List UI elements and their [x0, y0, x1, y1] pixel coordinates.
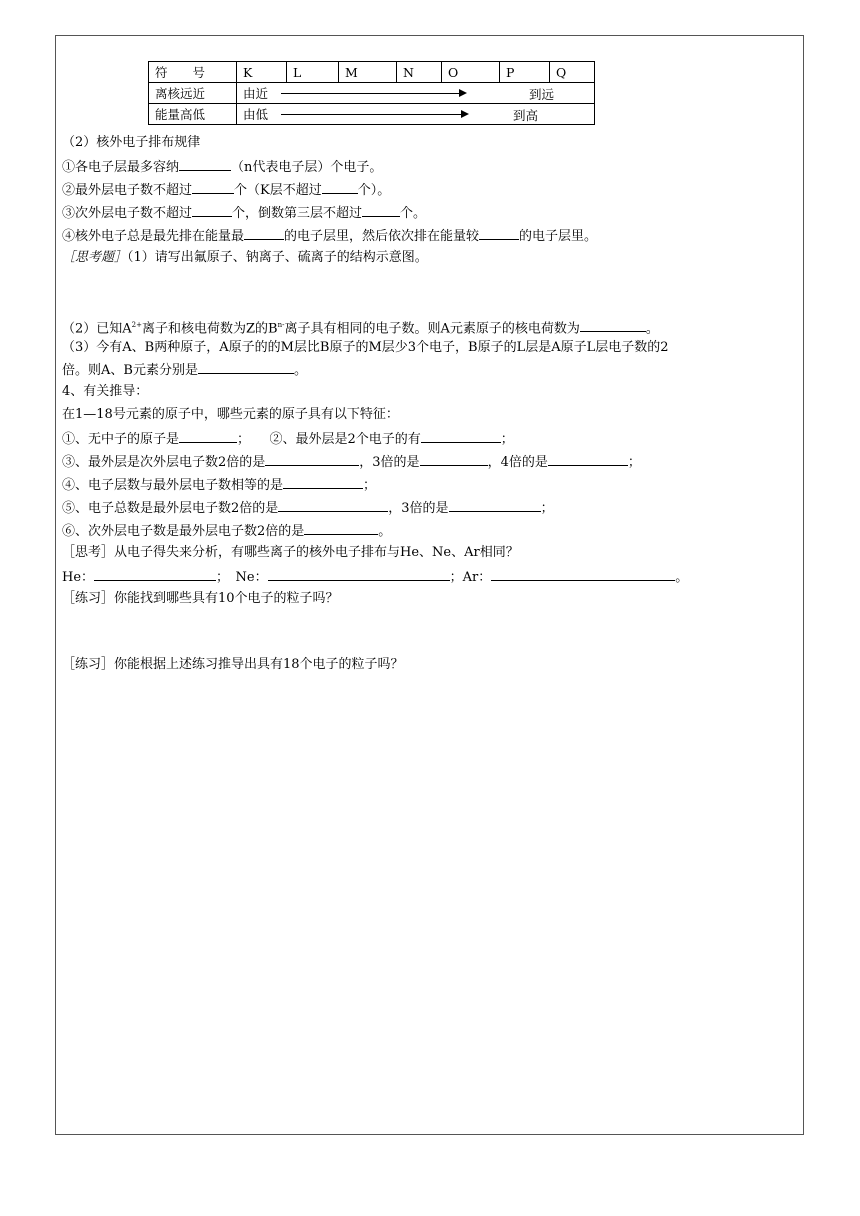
answer-blank[interactable]	[192, 203, 232, 217]
answer-blank[interactable]	[548, 452, 628, 466]
deduce-2-end: ；	[500, 432, 514, 447]
answer-blank[interactable]	[479, 226, 519, 240]
deduce-heading: 4、有关推导：	[62, 384, 149, 399]
think-q2	[62, 316, 659, 338]
deduce-6-text-b: 。	[378, 524, 392, 539]
charge-superscript: 2+	[131, 321, 142, 329]
think-q3-line1: （3）今有A、B两种原子，A原子的的M层比B原子的M层少3个电子，B原子的L层是A原子L层电子数的2	[62, 340, 669, 355]
deduce-item-3	[62, 452, 641, 472]
rule-2-text-c: 个）。	[357, 183, 391, 198]
deduce-item-1-2	[62, 429, 514, 449]
answer-blank[interactable]	[283, 475, 363, 489]
think-q3-line2	[62, 360, 307, 380]
think-q1	[62, 249, 428, 267]
shell-k: K	[237, 62, 287, 83]
practice-1: ［练习］你能找到哪些具有10个电子的粒子吗？	[62, 591, 339, 606]
deduce-4-text-b: ；	[363, 478, 377, 493]
electron-shell-table	[148, 61, 595, 125]
ions-he-label: He：	[62, 570, 95, 585]
rule-4-text-a: ④核外电子总是最先排在能量最	[62, 229, 245, 244]
answer-blank[interactable]	[420, 452, 488, 466]
deduce-5-text-a: ⑤、电子总数是最外层电子数2倍的是	[62, 501, 279, 516]
answer-blank[interactable]	[449, 498, 541, 512]
think-q1-text: （1）请写出氟原子、钠离子、硫离子的结构示意图。	[127, 250, 428, 265]
table-header-label: 符 号	[149, 62, 237, 83]
answer-blank[interactable]	[322, 180, 358, 194]
rule-2	[62, 180, 390, 200]
answer-blank[interactable]	[362, 203, 400, 217]
rule-2-text-b: 个（K层不超过	[234, 183, 322, 198]
ions-question: ［思考］从电子得失来分析，有哪些离子的核外电子排布与He、Ne、Ar相同？	[62, 545, 519, 560]
charge-superscript: n-	[277, 321, 285, 329]
deduce-5-text-c: ；	[540, 501, 554, 516]
answer-blank[interactable]	[244, 226, 284, 240]
deduce-2-text: ； ②、最外层是2个电子的有	[237, 432, 421, 447]
right-arrow-icon	[461, 110, 469, 118]
answer-blank[interactable]	[265, 452, 359, 466]
energy-end: 到高	[513, 108, 539, 123]
ions-ar-label: ；Ar：	[449, 570, 492, 585]
distance-arrow-line	[281, 93, 461, 94]
shell-m: M	[339, 62, 397, 83]
rule-4-text-b: 的电子层里，然后依次排在能量较	[284, 229, 480, 244]
ions-answers	[62, 567, 688, 587]
shell-l: L	[287, 62, 339, 83]
rule-4-text-c: 的电子层里。	[519, 229, 598, 244]
ions-end: 。	[675, 570, 689, 585]
deduce-3-text-c: ，4倍的是	[487, 455, 548, 470]
think-q2-text-c: 离子具有相同的电子数。则A元素原子的核电荷数为	[284, 321, 580, 337]
deduce-6-text-a: ⑥、次外层电子数是最外层电子数2倍的是	[62, 524, 305, 539]
deduce-3-text-b: ，3倍的是	[359, 455, 420, 470]
right-arrow-icon	[459, 89, 467, 97]
answer-blank[interactable]	[179, 157, 231, 171]
energy-arrow-line	[281, 114, 463, 115]
energy-arrow-cell	[237, 104, 595, 125]
think-q2-text-b: 离子和核电荷数为Z的B	[142, 321, 278, 337]
row-label-distance: 离核远近	[149, 83, 237, 104]
shell-n: N	[397, 62, 442, 83]
think-q2-text-a: （2）已知A	[62, 321, 132, 337]
rule-1-text-a: ①各电子层最多容纳	[62, 160, 180, 175]
practice-2: ［练习］你能根据上述练习推导出具有18个电子的粒子吗？	[62, 657, 404, 672]
table-row-energy	[149, 104, 595, 125]
shell-p: P	[500, 62, 550, 83]
rule-3-text-a: ③次外层电子数不超过	[62, 206, 193, 221]
row-label-energy: 能量高低	[149, 104, 237, 125]
table-row-distance	[149, 83, 595, 104]
answer-blank[interactable]	[268, 567, 450, 581]
think-q2-text-d: 。	[645, 321, 659, 337]
ions-ne-label: ； Ne：	[216, 570, 268, 585]
answer-blank[interactable]	[94, 567, 216, 581]
rules-heading: （2）核外电子排布规律	[62, 135, 201, 150]
rule-3-text-b: 个，倒数第三层不超过	[232, 206, 363, 221]
deduce-1-text: ①、无中子的原子是	[62, 432, 180, 447]
think-q3-text-b: 倍。则A、B元素分别是	[62, 363, 198, 378]
answer-blank[interactable]	[278, 498, 388, 512]
rule-1-text-b: （n代表电子层）个电子。	[231, 160, 383, 175]
answer-blank[interactable]	[491, 567, 675, 581]
shell-o: O	[442, 62, 500, 83]
deduce-intro: 在1—18号元素的原子中，哪些元素的原子具有以下特征：	[62, 407, 399, 422]
rule-3-text-c: 个。	[400, 206, 427, 221]
answer-blank[interactable]	[179, 429, 237, 443]
deduce-item-4	[62, 475, 376, 495]
rule-1	[62, 157, 382, 177]
think-q3-text-c: 。	[293, 363, 307, 378]
shell-q: Q	[550, 62, 595, 83]
answer-blank[interactable]	[198, 360, 294, 374]
table-row-symbols	[149, 62, 595, 83]
deduce-3-text-a: ③、最外层是次外层电子数2倍的是	[62, 455, 266, 470]
rule-2-text-a: ②最外层电子数不超过	[62, 183, 193, 198]
energy-start: 由低	[243, 107, 269, 122]
distance-end: 到远	[529, 87, 555, 102]
deduce-4-text-a: ④、电子层数与最外层电子数相等的是	[62, 478, 284, 493]
answer-blank[interactable]	[421, 429, 501, 443]
distance-start: 由近	[243, 86, 269, 101]
answer-blank[interactable]	[192, 180, 234, 194]
deduce-item-6	[62, 521, 391, 541]
rule-4	[62, 226, 597, 246]
answer-blank[interactable]	[304, 521, 378, 535]
distance-arrow-cell	[237, 83, 595, 104]
rule-3	[62, 203, 426, 223]
think-tag: ［思考题］	[62, 250, 128, 265]
deduce-5-text-b: ，3倍的是	[388, 501, 449, 516]
deduce-item-5	[62, 498, 554, 518]
answer-blank[interactable]	[580, 318, 646, 332]
deduce-3-text-d: ；	[627, 455, 641, 470]
